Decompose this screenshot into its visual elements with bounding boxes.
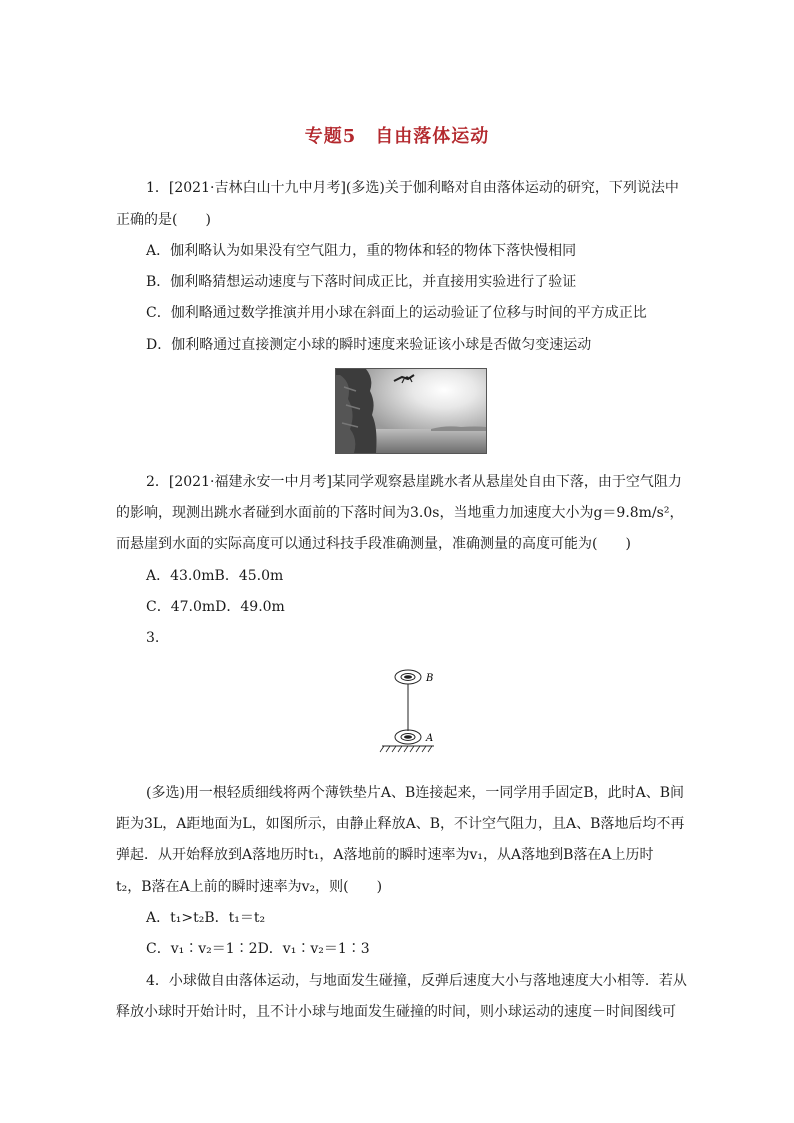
- q1-option-a: A．伽利略认为如果没有空气阻力，重的物体和轻的物体下落快慢相同: [146, 243, 577, 259]
- q1-stem-line1: 1．[2021·吉林白山十九中月考](多选)关于伽利略对自由落体运动的研究，下列说法中: [146, 180, 679, 196]
- q3-stem-line2: 距为3L，A距地面为L，如图所示，由静止释放A、B，不计空气阻力，且A、B落地后均不再: [116, 816, 685, 832]
- q4-stem-line2: 释放小球时开始计时，且不计小球与地面发生碰撞的时间，则小球运动的速度－时间图线可: [116, 1004, 676, 1020]
- q2-stem-line3: 而悬崖到水面的实际高度可以通过科技手段准确测量，准确测量的高度可能为( ): [116, 536, 631, 552]
- q3-stem-line1: (多选)用一根轻质细线将两个薄铁垫片A、B连接起来，一同学用手固定B，此时A、B间: [146, 785, 685, 801]
- q2-options-cd: C．47.0mD．49.0m: [146, 599, 285, 615]
- q2-stem-line1: 2．[2021·福建永安一中月考]某同学观察悬崖跳水者从悬崖处自由下落，由于空气阻力: [146, 474, 682, 490]
- page-title: 专题5 自由落体运动: [304, 126, 490, 147]
- q2-options-ab: A．43.0mB．45.0m: [146, 568, 284, 584]
- q3-stem-line4: t₂，B落在A上前的瞬时速率为v₂，则( ): [116, 879, 383, 895]
- q3-options-ab: A．t₁>t₂B．t₁＝t₂: [146, 910, 266, 926]
- q1-option-c: C．伽利略通过数学推演并用小球在斜面上的运动验证了位移与时间的平方成正比: [146, 305, 647, 321]
- q3-stem-line3: 弹起．从开始释放到A落地历时t₁，A落地前的瞬时速率为v₁，从A落地到B落在A上历时: [116, 847, 654, 863]
- q3-options-cd: C．v₁∶v₂＝1∶2D．v₁∶v₂＝1∶3: [146, 941, 370, 957]
- q3-discs-figure: [378, 662, 438, 760]
- q2-stem-line2: 的影响，现测出跳水者碰到水面前的下落时间为3.0s，当地重力加速度大小为g＝9.8m/s²，: [116, 505, 684, 521]
- q1-stem-line2: 正确的是( ): [116, 212, 211, 228]
- q1-option-d: D．伽利略通过直接测定小球的瞬时速度来验证该小球是否做匀变速运动: [146, 337, 592, 353]
- label-a: A: [426, 733, 434, 744]
- label-b: B: [426, 673, 434, 684]
- q4-stem-line1: 4．小球做自由落体运动，与地面发生碰撞，反弹后速度大小与落地速度大小相等．若从: [146, 973, 687, 989]
- cliff-diver-photo: [335, 368, 487, 454]
- q3-number: 3.: [146, 630, 160, 646]
- q1-option-b: B．伽利略猜想运动速度与下落时间成正比，并直接用实验进行了验证: [146, 274, 577, 290]
